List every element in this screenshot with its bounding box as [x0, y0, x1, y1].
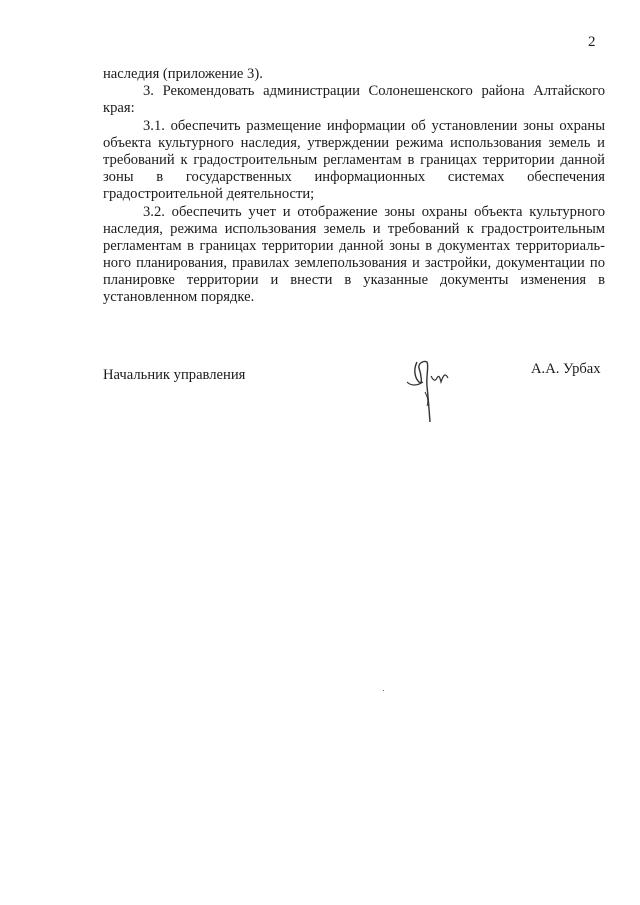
text-line: установленном порядке.	[103, 289, 255, 306]
text-line: 3. Рекомендовать администрации Солонешенского района Алтайского	[143, 83, 605, 100]
text-line: ного планирования, правилах землепользования и застройки, документации по	[103, 255, 605, 272]
signatory-name: А.А. Урбах	[531, 361, 601, 377]
document-body	[103, 66, 605, 307]
text-line: требований к градостроительным регламентам в границах территории данной	[103, 151, 605, 168]
text-line: объекта культурного наследия, утверждении режима использования земель и	[103, 134, 605, 151]
text-line: планировке территории и внести в указанные документы изменения в	[103, 272, 605, 289]
text-line: края:	[103, 100, 135, 117]
text-line: зоны в государственных информационных системах обеспечения	[103, 169, 605, 186]
scan-speck	[383, 690, 384, 691]
text-line: 3.1. обеспечить размещение информации об установлении зоны охраны	[143, 117, 605, 134]
text-line: наследия, режима использования земель и требований к градостроительным	[103, 220, 605, 237]
page-number: 2	[588, 34, 596, 50]
text-line: регламентам в границах территории данной зоны в документах территориаль-	[103, 237, 605, 254]
text-line: 3.2. обеспечить учет и отображение зоны охраны объекта культурного	[143, 203, 605, 220]
text-line: градостроительной деятельности;	[103, 186, 315, 203]
text-line: наследия (приложение 3).	[103, 66, 263, 82]
handwritten-signature	[403, 352, 453, 430]
signatory-title: Начальник управления	[103, 367, 246, 383]
